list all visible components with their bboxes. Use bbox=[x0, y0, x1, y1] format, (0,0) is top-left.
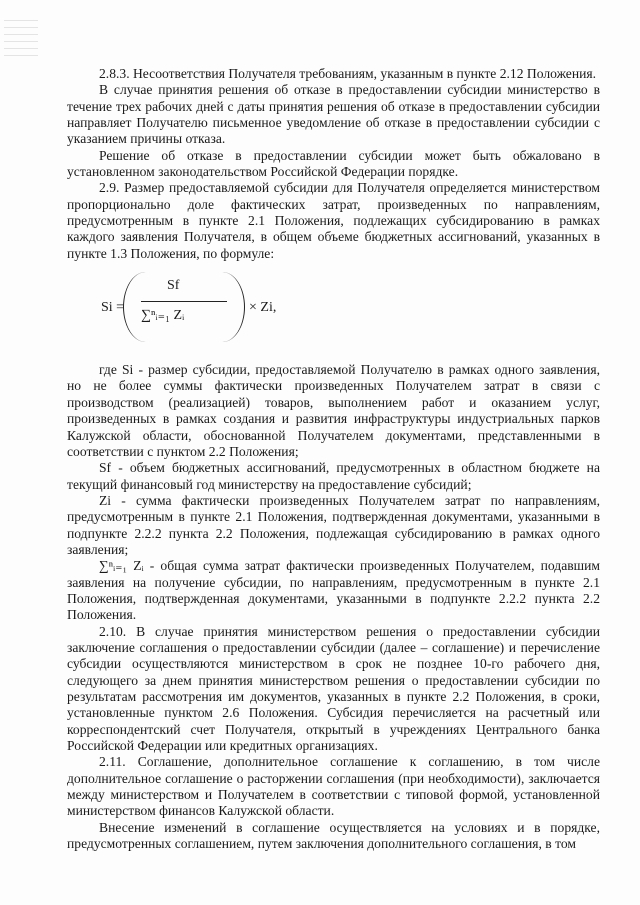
paragraph-2-8-3: 2.8.3. Несоответствия Получателя требованиям, указанным в пункте 2.12 Положения. bbox=[99, 66, 597, 81]
definition-sum-zi: ∑ⁿᵢ₌₁ Zᵢ - общая сумма затрат фактически произведенных Получателем, подавшим заявления на получение субсидии, по направлениям, предусмотренным в пункте 2.1 Положения, подтвержденная документами, указанными в подпункте 2.2.2 пункта 2.2 Положения. bbox=[67, 558, 600, 623]
formula-parentheses bbox=[123, 272, 245, 342]
paragraph-2-11: 2.11. Соглашение, дополнительное соглашение к соглашению, в том числе дополнительное соглашение о расторжении соглашения (при необходимости), заключается между министерством и Получателем в соответствии с типовой формой, установленной министерством финансов Калужской области. bbox=[67, 754, 600, 819]
formula-numerator: Sf bbox=[167, 278, 180, 294]
formula-lhs: Si = bbox=[101, 300, 125, 316]
definition-sf: Sf - объем бюджетных ассигнований, предусмотренных в областном бюджете на текущий финансовый год министерству на предоставление субсидий; bbox=[67, 460, 600, 492]
document-body bbox=[67, 66, 600, 852]
definition-si: где Si - размер субсидии, предоставляемой Получателю в рамках одного заявления, но не более суммы фактически произведенных Получателем затрат в связи с производством (реализацией) товаров, выполнением работ и оказанием услуг, произведенных в рамках создания и развития инфраструктуры индустриальных парков Калужской области, обоснованной Получателем документами, представленными в соответствии с пунктом 2.2 Положения; bbox=[67, 362, 600, 459]
formula-fraction-bar bbox=[141, 301, 227, 302]
paragraph-2-9: 2.9. Размер предоставляемой субсидии для Получателя определяется министерством пропорционально доле фактических затрат, произведенных по направлениям, предусмотренным в пункте 2.1 Положения, подлежащих субсидированию в рамках каждого заявления Получателя, в общем объеме бюджетных ассигнований, указанных в пункте 1.3 Положения, по формуле: bbox=[67, 180, 600, 261]
subsidy-formula bbox=[67, 268, 600, 354]
paragraph-2-10: 2.10. В случае принятия министерством решения о предоставлении субсидии заключение соглашения о предоставлении субсидии (далее – соглашение) и перечисление субсидии осуществляются министерством в срок не позднее 10-го рабочего дня, следующего за днем принятия министерством решения о предоставлении субсидии по результатам рассмотрения им документов, указанных в пункте 2.2 Положения, в сроки, установленные пунктом 2.6 Положения. Субсидия перечисляется на расчетный или корреспондентский счет Получателя, открытый в учреждениях Центрального банка Российской Федерации или кредитных организациях. bbox=[67, 623, 600, 754]
formula-denominator: ∑ⁿᵢ₌₁ Zᵢ bbox=[141, 308, 185, 324]
scan-artifact bbox=[4, 20, 38, 60]
definition-zi: Zi - сумма фактически произведенных Получателем затрат по направлениям, предусмотренным в пункте 2.1 Положения, подтвержденная документами, указанными в подпункте 2.2.2 пункта 2.2 Положения, подлежащая субсидированию в рамках одного заявления; bbox=[67, 492, 600, 557]
formula-rhs: × Zi, bbox=[249, 300, 277, 316]
paragraph-refusal-notice: В случае принятия решения об отказе в предоставлении субсидии министерство в течение трех рабочих дней с даты принятия решения об отказе в предоставлении субсидии направляет Получателю письменное уведомление об отказе в предоставлении субсидии с указанием причины отказа. bbox=[67, 82, 600, 147]
paragraph-appeal: Решение об отказе в предоставлении субсидии может быть обжаловано в установленном законодательством Российской Федерации порядке. bbox=[67, 147, 600, 180]
paragraph-amendments: Внесение изменений в соглашение осуществляется на условиях и в порядке, предусмотренных соглашением, путем заключения дополнительного соглашения, в том bbox=[67, 819, 600, 852]
